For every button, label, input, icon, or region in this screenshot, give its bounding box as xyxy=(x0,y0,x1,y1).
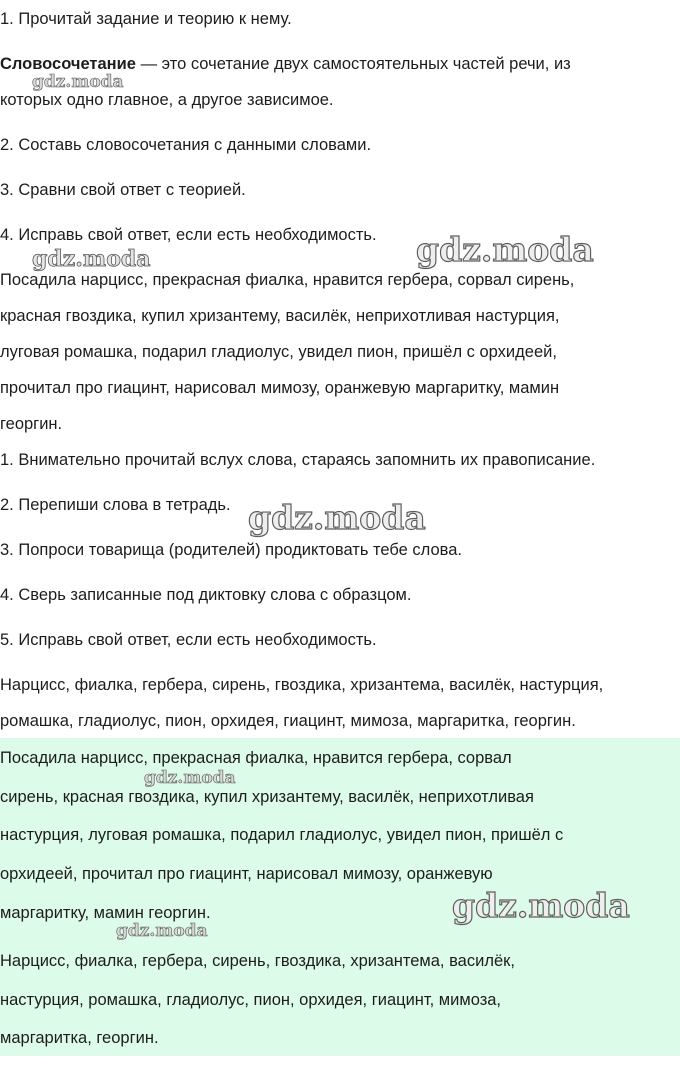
watermark-logo: gdz.moda xyxy=(116,921,208,941)
answer-phrases-line-4: орхидеей, прочитал про гиацинт, нарисовал мимозу, оранжевую xyxy=(0,865,493,883)
step-read-task: 1. Прочитай задание и теорию к нему. xyxy=(0,10,292,28)
step-compose: 2. Составь словосочетания с данными словами. xyxy=(0,136,372,154)
dictation-step-4: 4. Сверь записанные под диктовку слова с образцом. xyxy=(0,586,412,604)
answer-phrases-line-2: сирень, красная гвоздика, купил хризантему, василёк, неприхотливая xyxy=(0,788,534,806)
answer-words-line-2: настурция, ромашка, гладиолус, пион, орхидея, гиацинт, мимоза, xyxy=(0,991,502,1009)
answer-words-line-1: Нарцисс, фиалка, гербера, сирень, гвоздика, хризантема, василёк, xyxy=(0,952,515,970)
definition-text: — это сочетание двух самостоятельных частей речи, из xyxy=(135,55,571,73)
exercise-line-3: луговая ромашка, подарил гладиолус, увидел пион, пришёл с орхидеей, xyxy=(0,343,557,361)
dictation-step-1: 1. Внимательно прочитай вслух слова, стараясь запомнить их правописание. xyxy=(0,451,596,469)
answer-phrases-line-3: настурция, луговая ромашка, подарил гладиолус, увидел пион, пришёл с xyxy=(0,826,564,844)
watermark-logo: gdz.moda xyxy=(144,768,236,788)
answer-phrases-line-5: маргаритку, мамин георгин. xyxy=(0,904,211,922)
watermark-logo: gdz.moda xyxy=(32,246,151,272)
term-bold: Словосочетание xyxy=(0,55,136,73)
step-fix: 4. Исправь свой ответ, если есть необходимость. xyxy=(0,226,377,244)
dictation-step-5: 5. Исправь свой ответ, если есть необходимость. xyxy=(0,631,377,649)
answer-phrases-line-1: Посадила нарцисс, прекрасная фиалка, нравится гербера, сорвал xyxy=(0,749,512,767)
dictation-step-2: 2. Перепиши слова в тетрадь. xyxy=(0,496,231,514)
watermark-logo: gdz.moda xyxy=(248,498,426,537)
answer-words-line-3: маргаритка, георгин. xyxy=(0,1029,159,1047)
definition-line-1 xyxy=(0,55,571,73)
watermark-logo: gdz.moda xyxy=(32,72,124,92)
exercise-line-4: прочитал про гиацинт, нарисовал мимозу, оранжевую маргаритку, мамин xyxy=(0,379,560,397)
exercise-line-1: Посадила нарцисс, прекрасная фиалка, нравится гербера, сорвал сирень, xyxy=(0,271,575,289)
step-compare: 3. Сравни свой ответ с теорией. xyxy=(0,181,246,199)
exercise-line-5: георгин. xyxy=(0,415,63,433)
exercise-line-2: красная гвоздика, купил хризантему, василёк, неприхотливая настурция, xyxy=(0,307,560,325)
definition-line-2: которых одно главное, а другое зависимое. xyxy=(0,91,334,109)
dictation-step-3: 3. Попроси товарища (родителей) продиктовать тебе слова. xyxy=(0,541,463,559)
word-list-line-1: Нарцисс, фиалка, гербера, сирень, гвоздика, хризантема, василёк, настурция, xyxy=(0,676,604,694)
watermark-logo: gdz.moda xyxy=(452,886,630,925)
watermark-logo: gdz.moda xyxy=(416,230,594,269)
word-list-line-2: ромашка, гладиолус, пион, орхидея, гиацинт, мимоза, маргаритка, георгин. xyxy=(0,712,576,730)
